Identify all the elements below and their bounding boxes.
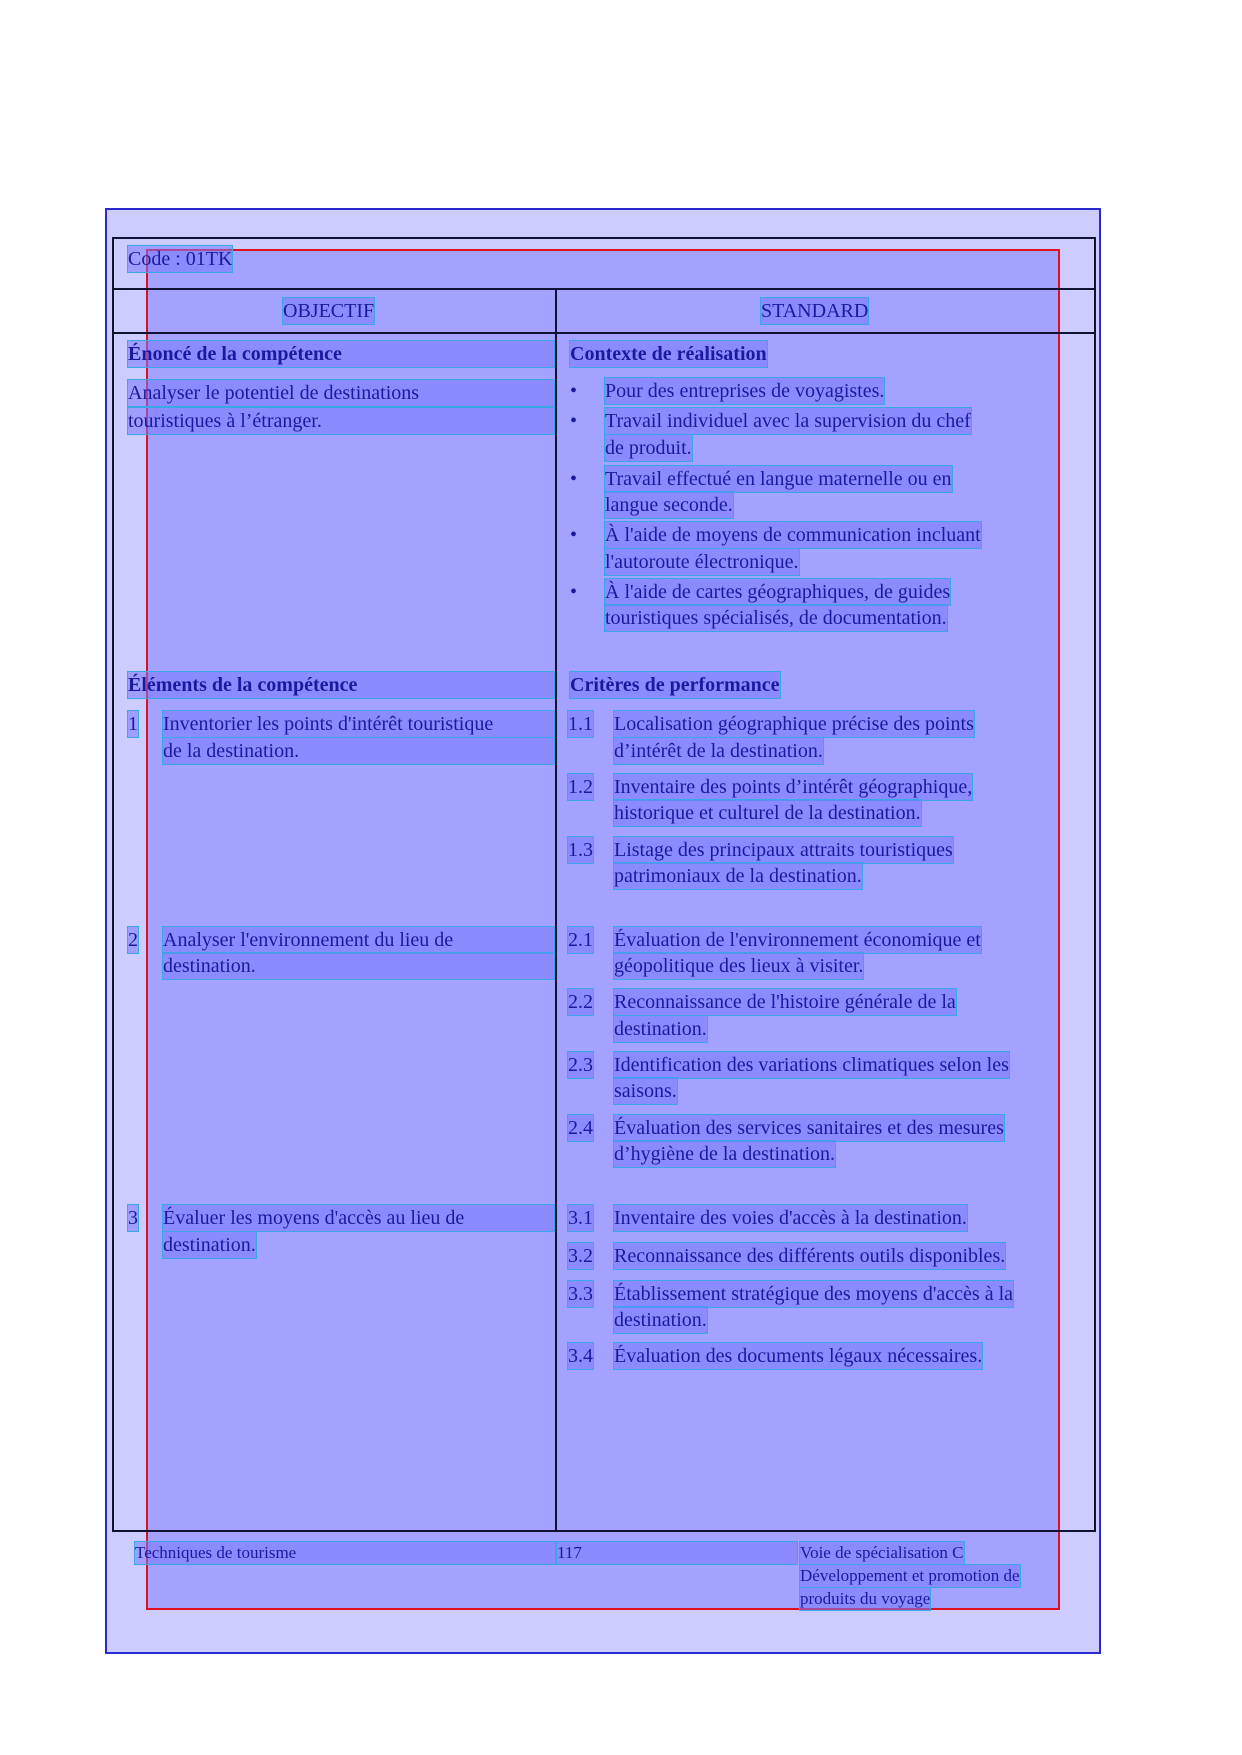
contexte-item-cont: touristiques spécialisés, de documentation. <box>605 607 947 629</box>
objectif-title: OBJECTIF <box>283 300 375 322</box>
enonce-title: Énoncé de la compétence <box>128 341 554 367</box>
critere-text: Localisation géographique précise des points <box>614 713 974 735</box>
element-text: Inventorier les points d'intérêt touristique <box>163 711 554 737</box>
critere-text: Reconnaissance des différents outils disponibles. <box>614 1245 1006 1267</box>
critere-text-cont: patrimoniaux de la destination. <box>614 865 862 887</box>
element-text-cont: de la destination. <box>163 738 554 764</box>
footer-page-number: 117 <box>557 1542 797 1564</box>
critere-text: Identification des variations climatiques selon les <box>614 1054 1009 1076</box>
critere-number: 2.4 <box>568 1117 593 1139</box>
critere-text-cont: d’intérêt de la destination. <box>614 740 823 762</box>
contexte-item-cont: l'autoroute électronique. <box>605 551 799 573</box>
code-label: Code : 01TK <box>128 248 233 270</box>
critere-number: 1.2 <box>568 776 593 798</box>
element-number: 1 <box>128 713 138 735</box>
critere-text: Listage des principaux attraits touristiques <box>614 839 953 861</box>
enonce-line: Analyser le potentiel de destinations <box>128 380 554 406</box>
bullet-icon: • <box>570 468 578 490</box>
critere-text: Évaluation de l'environnement économique et <box>614 929 981 951</box>
element-text-cont: destination. <box>163 1234 256 1256</box>
bullet-icon: • <box>570 581 578 603</box>
title-divider <box>112 332 1096 334</box>
footer-specialisation: Voie de spécialisation C <box>800 1543 964 1562</box>
critere-number: 3.1 <box>568 1207 593 1229</box>
contexte-item: Pour des entreprises de voyagistes. <box>605 380 885 402</box>
critere-text: Inventaire des voies d'accès à la destination. <box>614 1207 967 1229</box>
critere-text: Inventaire des points d’intérêt géographique, <box>614 776 973 798</box>
element-text: Évaluer les moyens d'accès au lieu de <box>163 1205 554 1231</box>
standard-title: STANDARD <box>761 300 869 322</box>
element-number: 2 <box>128 929 138 951</box>
footer-specialisation-cont: Développement et promotion de <box>800 1566 1020 1585</box>
element-number: 3 <box>128 1207 138 1229</box>
critere-number: 1.3 <box>568 839 593 861</box>
bullet-icon: • <box>570 524 578 546</box>
critere-text-cont: historique et culturel de la destination. <box>614 802 921 824</box>
critere-text-cont: destination. <box>614 1309 707 1331</box>
contexte-title: Contexte de réalisation <box>570 343 767 365</box>
contexte-item-cont: langue seconde. <box>605 494 733 516</box>
critere-number: 2.1 <box>568 929 593 951</box>
critere-text-cont: destination. <box>614 1018 707 1040</box>
footer-specialisation-cont: produits du voyage <box>800 1589 931 1608</box>
contexte-item: À l'aide de cartes géographiques, de guides <box>605 581 951 603</box>
critere-number: 3.3 <box>568 1283 593 1305</box>
contexte-item: À l'aide de moyens de communication incluant <box>605 524 981 546</box>
critere-number: 3.4 <box>568 1345 593 1367</box>
criteres-title: Critères de performance <box>570 674 780 696</box>
contexte-item-cont: de produit. <box>605 437 692 459</box>
critere-text-cont: saisons. <box>614 1080 677 1102</box>
critere-text-cont: d’hygiène de la destination. <box>614 1143 836 1165</box>
element-text: Analyser l'environnement du lieu de <box>163 927 554 953</box>
critere-text-cont: géopolitique des lieux à visiter. <box>614 955 864 977</box>
bullet-icon: • <box>570 410 578 432</box>
critere-text: Évaluation des documents légaux nécessaires. <box>614 1345 983 1367</box>
bullet-icon: • <box>570 380 578 402</box>
element-text-cont: destination. <box>163 953 554 979</box>
critere-text: Évaluation des services sanitaires et des mesures <box>614 1117 1004 1139</box>
critere-text: Établissement stratégique des moyens d'accès à la <box>614 1283 1014 1305</box>
contexte-item: Travail effectué en langue maternelle ou en <box>605 468 952 490</box>
enonce-line: touristiques à l’étranger. <box>128 408 554 434</box>
critere-number: 2.2 <box>568 991 593 1013</box>
critere-text: Reconnaissance de l'histoire générale de la <box>614 991 956 1013</box>
footer-program: Techniques de tourisme <box>135 1542 555 1564</box>
critere-number: 2.3 <box>568 1054 593 1076</box>
critere-number: 3.2 <box>568 1245 593 1267</box>
contexte-item: Travail individuel avec la supervision du chef <box>605 410 971 432</box>
critere-number: 1.1 <box>568 713 593 735</box>
elements-title: Éléments de la compétence <box>128 672 554 698</box>
header-divider <box>112 288 1096 290</box>
column-divider <box>555 290 557 1530</box>
